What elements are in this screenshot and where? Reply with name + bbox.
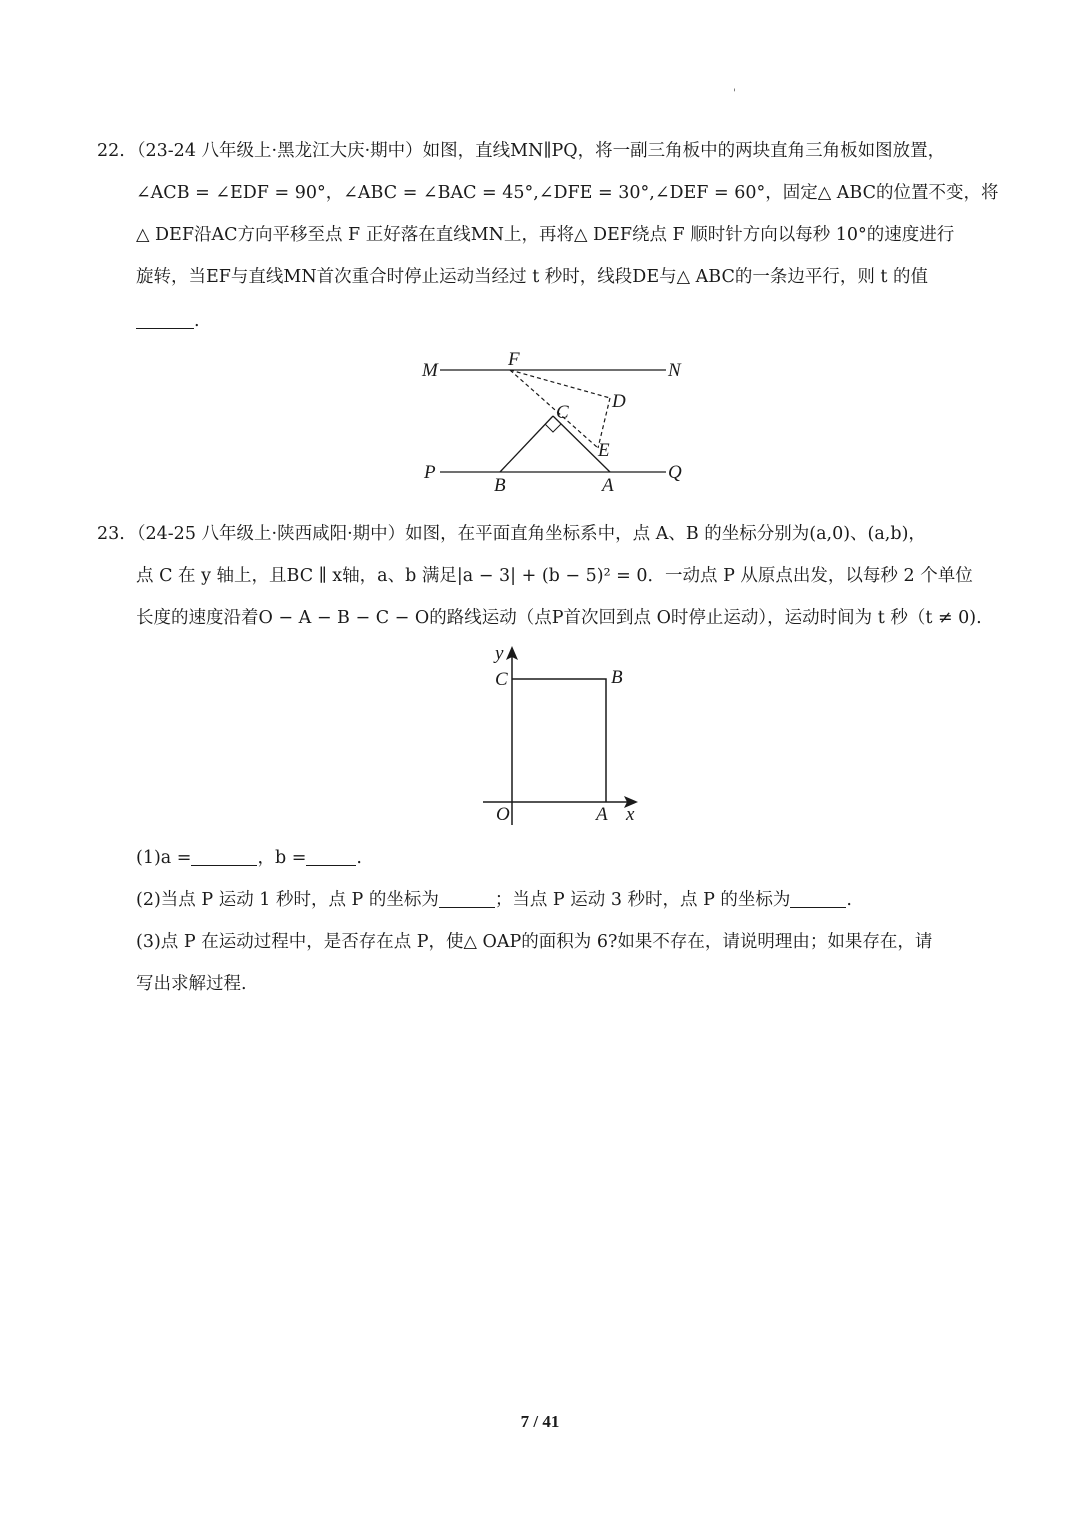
q22-text-4: 旋转，当EF与直线MN首次重合时停止运动当经过 t 秒时，线段DE与△ ABC的一条边平行，则 t 的值 [136, 267, 929, 287]
label-b: B [494, 475, 506, 496]
label-n: N [668, 360, 681, 381]
q23-sub1-mid: ，b = [257, 848, 307, 868]
q23-number: 23. [97, 524, 125, 544]
q23-text-2: 点 C 在 y 轴上，且BC ∥ x轴，a、b 满足|a − 3| + (b − 5)² = 0．一动点 P 从原点出发，以每秒 2 个单位 [136, 566, 973, 586]
q23-sub2-mid: ；当点 P 运动 3 秒时，点 P 的坐标为 [494, 890, 791, 910]
q22-text-3: △ DEF沿AC方向平移至点 F 正好落在直线MN上，再将△ DEF绕点 F 顺时针方向以每秒 10°的速度进行 [136, 225, 955, 245]
tick-mark: ' [733, 88, 736, 99]
q22-figure [418, 348, 690, 496]
q22-number: 22. [97, 141, 125, 161]
q23-sub1-content [136, 846, 362, 870]
q22-text-2: ∠ACB = ∠EDF = 90°，∠ABC = ∠BAC = 45°,∠DFE = 30°,∠DEF = 60°，固定△ ABC的位置不变，将 [136, 183, 999, 203]
q23-sub2-prefix: (2)当点 P 运动 1 秒时，点 P 的坐标为 [136, 890, 439, 910]
q22-answer-blank[interactable] [136, 310, 194, 329]
label-e: E [598, 440, 610, 461]
right-angle-mark-c [545, 424, 561, 432]
q23-text-1: （24-25 八年级上·陕西咸阳·期中）如图，在平面直角坐标系中，点 A、B 的坐标分别为(a,0)、(a,b)， [128, 524, 926, 544]
label-m: M [422, 360, 438, 381]
q23-text-3: 长度的速度沿着O − A − B − C − O的路线运动（点P首次回到点 O时停止运动），运动时间为 t 秒（t ≠ 0). [136, 608, 982, 628]
rectangle-oabc [512, 679, 606, 802]
label-b: B [611, 667, 623, 688]
label-y: y [495, 643, 504, 664]
q23-sub3-text-1: (3)点 P 在运动过程中，是否存在点 P，使△ OAP的面积为 6?如果不存在，请说明理由；如果存在，请 [136, 932, 933, 952]
q22-answer-blank-wrap [136, 309, 200, 333]
label-a: A [596, 804, 608, 825]
q23-sub2-end: . [846, 890, 852, 910]
label-c: C [556, 402, 569, 423]
label-c: C [495, 669, 508, 690]
segment-fd-dashed [510, 370, 610, 398]
label-f: F [508, 349, 520, 370]
q23-sub2-blank-2[interactable] [790, 889, 846, 908]
label-d: D [612, 391, 626, 412]
q23-sub2-content [136, 888, 852, 912]
page-number: 7 / 41 [520, 1412, 560, 1431]
q23-sub1-end: . [356, 848, 362, 868]
q22-text-1: （23-24 八年级上·黑龙江大庆·期中）如图，直线MN∥PQ，将一副三角板中的两块直角三角板如图放置， [128, 141, 946, 161]
q23-figure [478, 640, 648, 832]
q22-answer-end: . [194, 311, 200, 331]
label-q: Q [668, 462, 682, 483]
q23-sub1-blank-a[interactable] [191, 847, 257, 866]
label-x: x [626, 804, 635, 825]
q23-sub2-blank-1[interactable] [439, 889, 495, 908]
q23-sub1-prefix: (1)a = [136, 848, 192, 868]
label-p: P [424, 462, 436, 483]
label-a: A [602, 475, 614, 496]
label-o: O [496, 804, 510, 825]
q23-sub1-blank-b[interactable] [306, 847, 356, 866]
q23-sub3-text-2: 写出求解过程. [136, 974, 247, 994]
